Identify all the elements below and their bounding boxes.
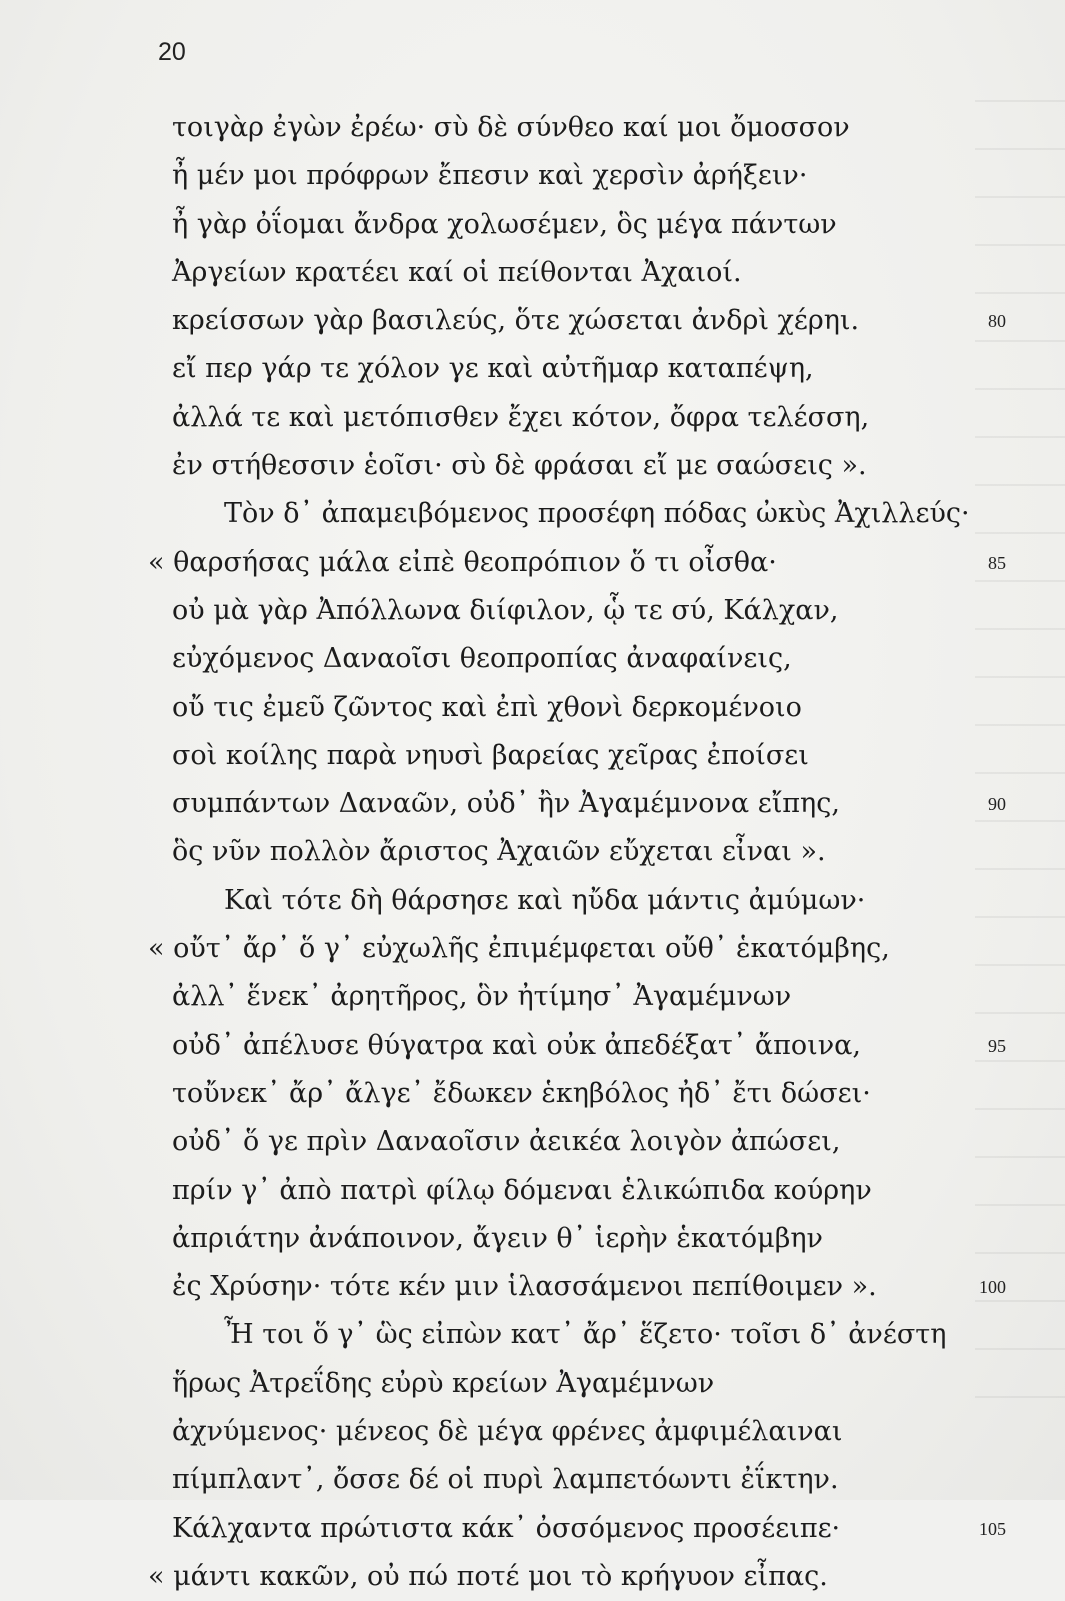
line-number: 80 <box>988 311 1006 332</box>
verse-line <box>120 1408 1000 1456</box>
verse-line <box>120 1022 1006 1070</box>
verse-text: πίμπλαντ᾽, ὄσσε δέ οἱ πυρὶ λαμπετόωντι ἐΐκτην. <box>172 1464 839 1496</box>
verse-line <box>120 1215 1000 1263</box>
verse-text: ἥρως Ἀτρεΐδης εὐρὺ κρείων Ἀγαμέμνων <box>172 1367 715 1399</box>
verse-text: Τὸν δ᾽ ἀπαμειβόμενος προσέφη πόδας ὠκὺς Ἀχιλλεύς· <box>224 498 970 530</box>
verse-line <box>120 1360 1000 1408</box>
verse-text: Κάλχαντα πρώτιστα κάκ᾽ ὀσσόμενος προσέειπε· <box>172 1512 841 1544</box>
verse-line <box>120 1311 1000 1359</box>
verse-text: Καὶ τότε δὴ θάρσησε καὶ ηὔδα μάντις ἀμύμων· <box>224 884 866 916</box>
verse-line <box>120 973 1000 1021</box>
verse-text: πρίν γ᾽ ἀπὸ πατρὶ φίλῳ δόμεναι ἑλικώπιδα κούρην <box>172 1174 872 1206</box>
verse-line <box>120 635 1000 683</box>
line-number: 105 <box>979 1518 1006 1539</box>
verse-line <box>120 1263 1006 1311</box>
verse-line <box>120 1118 1000 1166</box>
verse-line <box>120 877 1000 925</box>
verse-line <box>120 1070 1000 1118</box>
verse-line <box>120 1505 1006 1553</box>
verse-text: ἀχνύμενος· μένεος δὲ μέγα φρένες ἀμφιμέλαιναι <box>172 1416 843 1448</box>
verse-line <box>120 249 1000 297</box>
verse-text: συμπάντων Δαναῶν, οὐδ᾽ ἢν Ἀγαμέμνονα εἴπης, <box>172 788 840 820</box>
verse-text: Ἀργείων κρατέει καί οἱ πείθονται Ἀχαιοί. <box>172 256 742 288</box>
verse-text: τοὔνεκ᾽ ἄρ᾽ ἄλγε᾽ ἔδωκεν ἑκηβόλος ἠδ᾽ ἔτι δώσει· <box>172 1077 871 1109</box>
verse-text: εὐχόμενος Δαναοῖσι θεοπροπίας ἀναφαίνεις, <box>172 643 792 675</box>
verse-block <box>120 104 1006 1601</box>
verse-line <box>120 345 1000 393</box>
verse-line <box>120 152 1000 200</box>
verse-line <box>120 1553 1000 1601</box>
verse-line <box>120 684 1000 732</box>
verse-text: ἐν στήθεσσιν ἑοῖσι· σὺ δὲ φράσαι εἴ με σαώσεις ». <box>172 450 867 482</box>
verse-text: οὐδ᾽ ὅ γε πρὶν Δαναοῖσιν ἀεικέα λοιγὸν ἀπώσει, <box>172 1126 841 1158</box>
verse-text: οὐ μὰ γὰρ Ἀπόλλωνα διίφιλον, ᾧ τε σύ, Κάλχαν, <box>172 594 839 626</box>
verse-text: ἦ γὰρ ὀΐομαι ἄνδρα χολωσέμεν, ὃς μέγα πάντων <box>172 208 837 240</box>
verse-text: « μάντι κακῶν, οὐ πώ ποτέ μοι τὸ κρήγυον εἶπας. <box>148 1560 828 1592</box>
verse-line <box>120 587 1000 635</box>
verse-text: « οὔτ᾽ ἄρ᾽ ὅ γ᾽ εὐχωλῆς ἐπιμέμφεται οὔθ᾽ ἑκατόμβης, <box>148 933 890 965</box>
page-number: 20 <box>158 38 186 66</box>
verse-text: « θαρσήσας μάλα εἰπὲ θεοπρόπιον ὅ τι οἶσθα· <box>148 546 777 578</box>
verse-text: ἐς Χρύσην· τότε κέν μιν ἱλασσάμενοι πεπίθοιμεν ». <box>172 1271 877 1303</box>
verse-line <box>120 925 1000 973</box>
line-number: 85 <box>988 552 1006 573</box>
verse-line <box>120 780 1006 828</box>
verse-text: τοιγὰρ ἐγὼν ἐρέω· σὺ δὲ σύνθεο καί μοι ὄμοσσον <box>172 112 850 143</box>
verse-text: εἴ περ γάρ τε χόλον γε καὶ αὐτῆμαρ καταπέψη, <box>172 353 814 385</box>
verse-line <box>120 828 1000 876</box>
verse-line <box>120 1167 1000 1215</box>
verse-text: ἦ μέν μοι πρόφρων ἔπεσιν καὶ χερσὶν ἀρήξειν· <box>172 160 808 192</box>
verse-line <box>120 104 1000 152</box>
verse-text: ὃς νῦν πολλὸν ἄριστος Ἀχαιῶν εὔχεται εἶναι ». <box>172 836 826 868</box>
verse-line <box>120 490 1000 538</box>
verse-line <box>120 732 1000 780</box>
verse-text: ἀπριάτην ἀνάποινον, ἄγειν θ᾽ ἱερὴν ἑκατόμβην <box>172 1222 823 1254</box>
verse-line <box>120 1456 1000 1504</box>
verse-line <box>120 539 1006 587</box>
verse-line <box>120 297 1006 345</box>
verse-text: κρείσσων γὰρ βασιλεύς, ὅτε χώσεται ἀνδρὶ χέρηι. <box>172 305 860 337</box>
line-number: 95 <box>988 1035 1006 1056</box>
verse-text: ἀλλ᾽ ἕνεκ᾽ ἀρητῆρος, ὃν ἠτίμησ᾽ Ἀγαμέμνων <box>172 981 792 1013</box>
verse-line <box>120 394 1000 442</box>
line-number: 100 <box>979 1277 1006 1298</box>
verse-line <box>120 201 1000 249</box>
verse-text: οὔ τις ἐμεῦ ζῶντος καὶ ἐπὶ χθονὶ δερκομένοιο <box>172 691 802 723</box>
verse-text: σοὶ κοίλης παρὰ νηυσὶ βαρείας χεῖρας ἐποίσει <box>172 739 809 771</box>
line-number: 90 <box>988 794 1006 815</box>
verse-text: οὐδ᾽ ἀπέλυσε θύγατρα καὶ οὐκ ἀπεδέξατ᾽ ἄποινα, <box>172 1029 861 1061</box>
verse-line <box>120 442 1000 490</box>
verse-text: ἀλλά τε καὶ μετόπισθεν ἔχει κότον, ὄφρα τελέσση, <box>172 401 870 433</box>
verse-text: Ἦ τοι ὅ γ᾽ ὣς εἰπὼν κατ᾽ ἄρ᾽ ἕζετο· τοῖσι δ᾽ ἀνέστη <box>224 1319 947 1351</box>
